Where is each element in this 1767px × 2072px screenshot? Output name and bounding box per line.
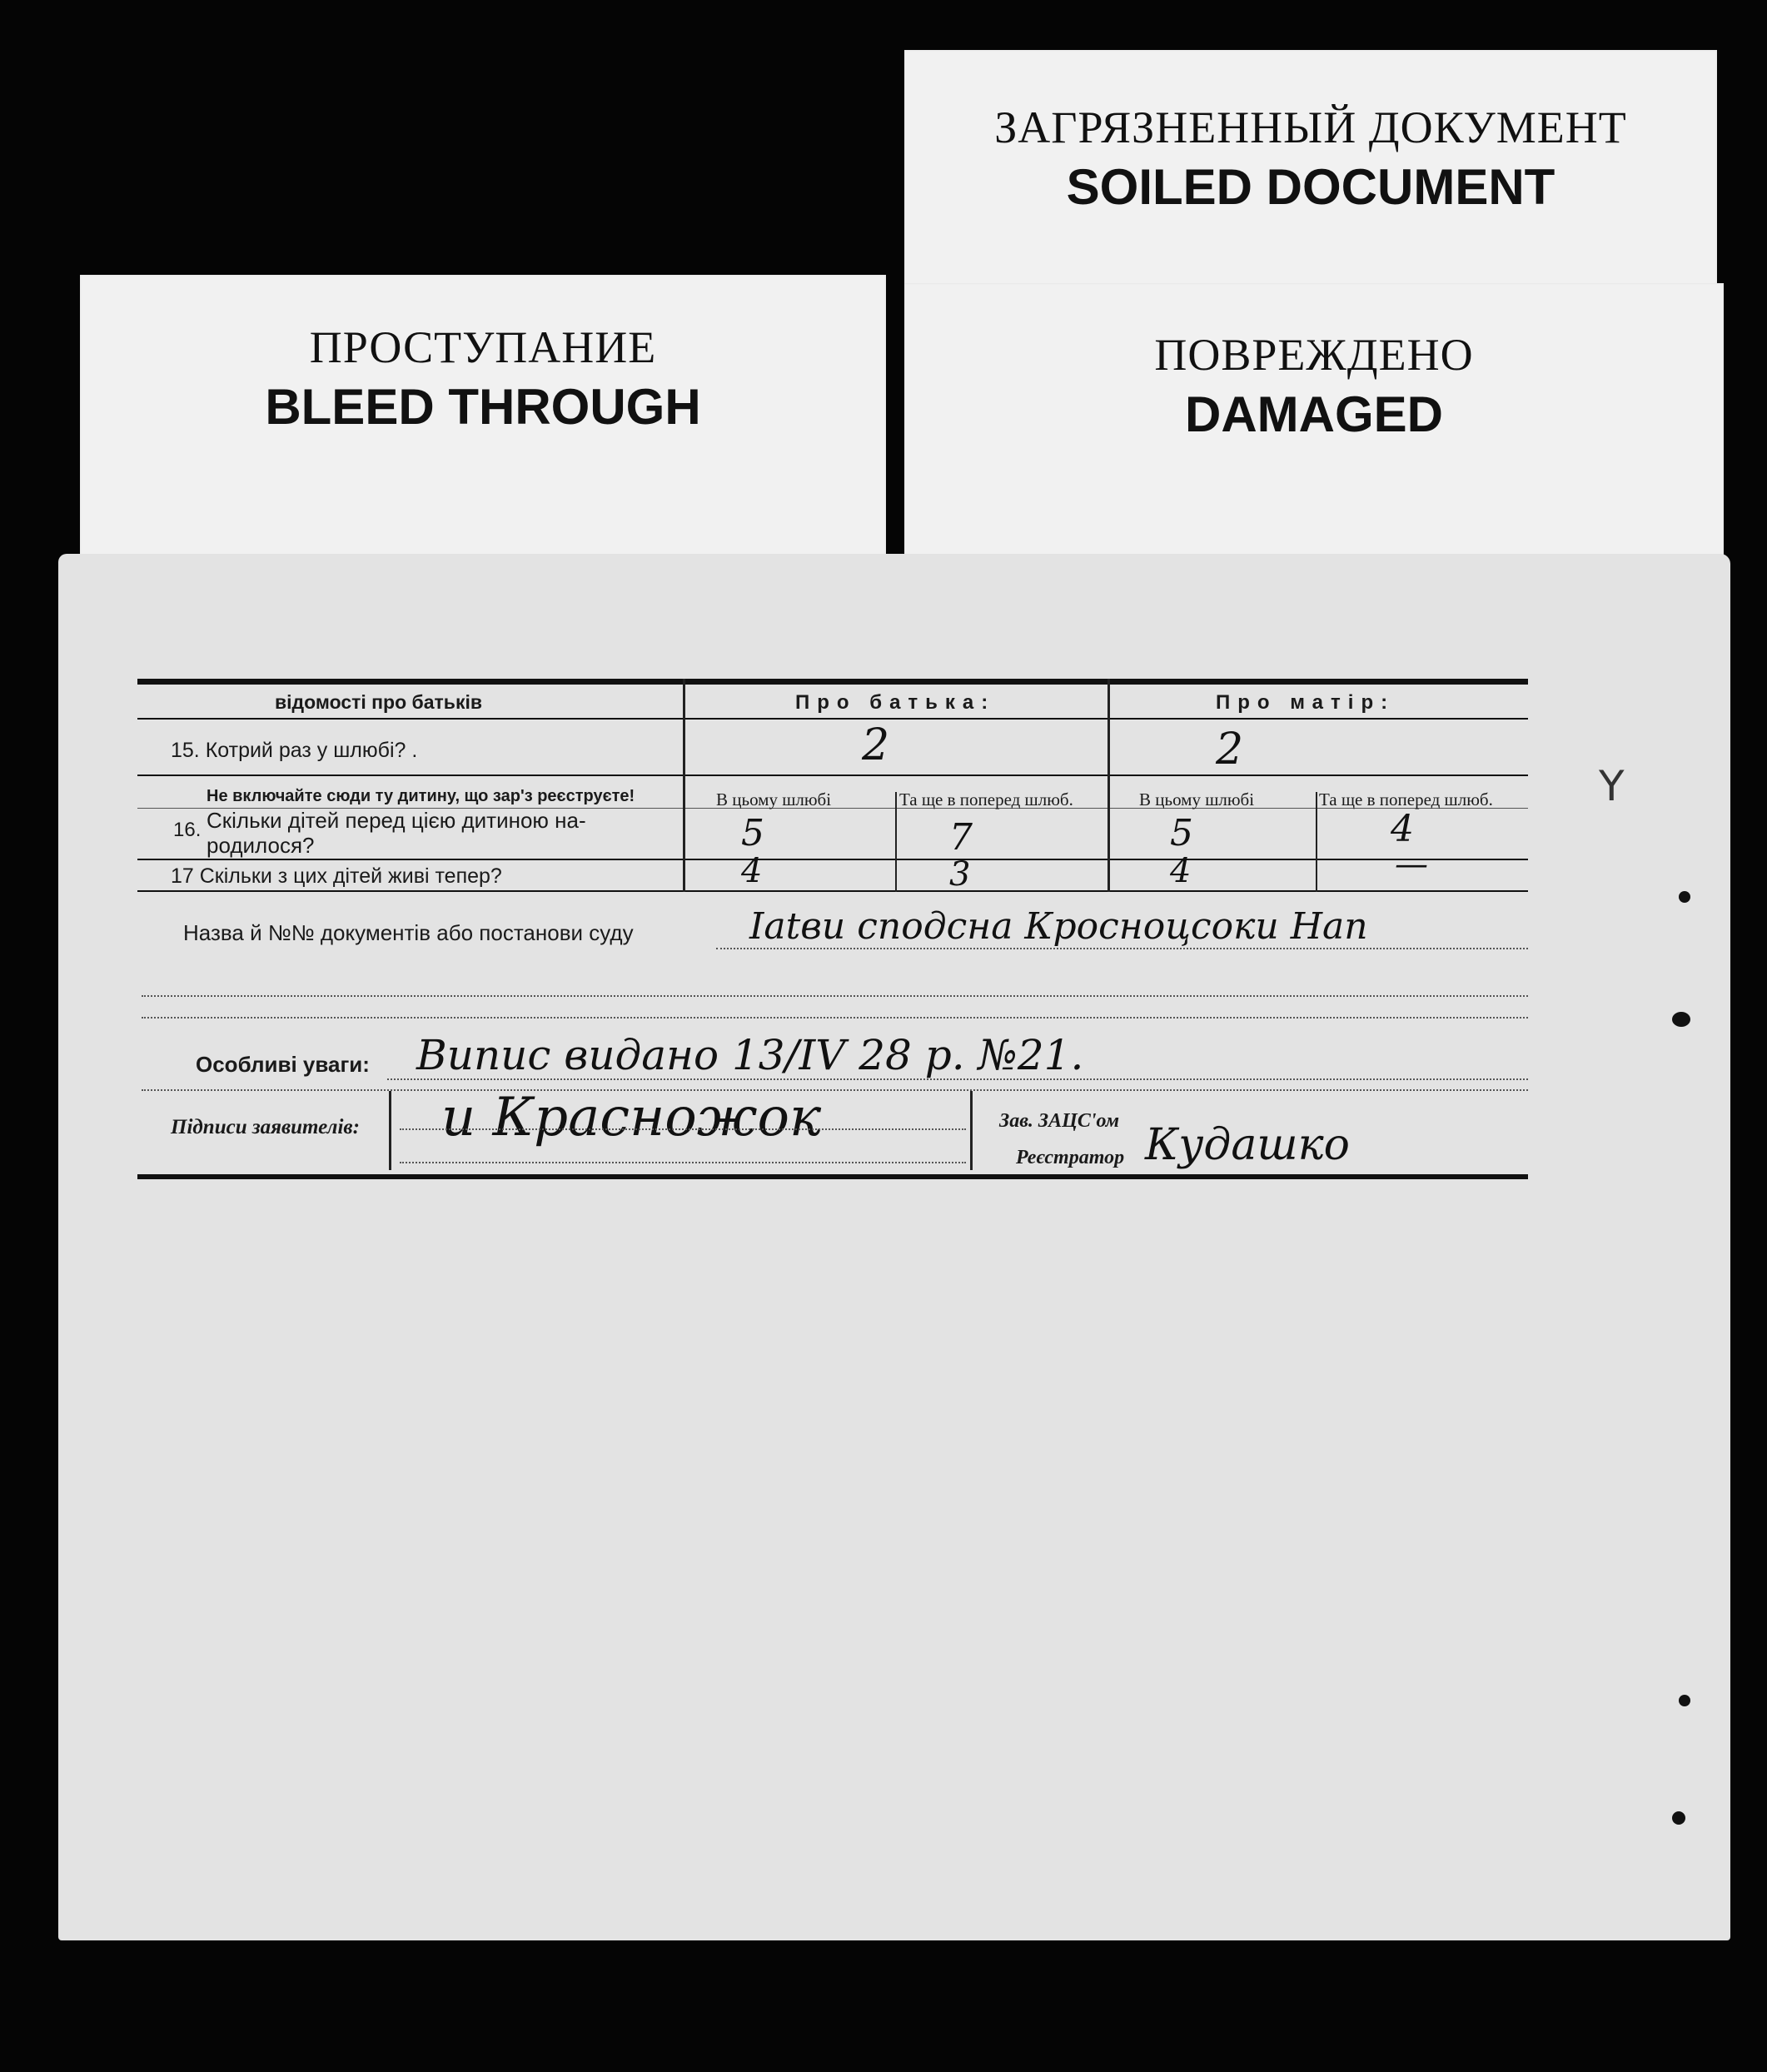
row15-mother-value: 2: [1216, 725, 1244, 775]
soiled-label-en: SOILED DOCUMENT: [1066, 159, 1555, 215]
row16-label-line1: Скільки дітей перед цією дитиною на-: [207, 808, 586, 833]
col-divider-father: [895, 792, 897, 892]
row17-father-prev: 3: [949, 855, 971, 894]
row16-father-prev: 7: [949, 816, 973, 859]
punch-hole-3: [1679, 1695, 1690, 1706]
row17-mother-this: 4: [1170, 852, 1192, 890]
documents-value: Іаtви cподсна Кросноцсоки Нап: [749, 905, 1368, 948]
documents-line-2: [142, 995, 1528, 997]
col-divider-mother: [1316, 792, 1317, 892]
mother-sub-prev: Та ще в поперед шлюб.: [1319, 789, 1493, 809]
punch-hole-4: [1672, 1811, 1685, 1825]
documents-line-1: [716, 948, 1528, 949]
signature-left-border: [389, 1091, 391, 1170]
bleed-label-ru: ПРОСТУПАНИЕ: [309, 322, 657, 372]
soiled-label-ru: ЗАГРЯЗНЕННЫЙ ДОКУМЕНТ: [994, 102, 1627, 152]
row16-label-line2: родилося?: [207, 833, 315, 858]
remarks-label: Особливі уваги:: [196, 1052, 370, 1077]
signature-right-border: [970, 1091, 973, 1170]
registrar-label: Реєстратор: [1016, 1147, 1125, 1168]
table-top-rule: [137, 679, 1528, 685]
header-rule: [137, 718, 1528, 720]
applicant-signature: и Красножок: [441, 1087, 822, 1148]
row17-mother-prev: —: [1395, 845, 1428, 884]
row17-father-this: 4: [741, 852, 763, 890]
row17-label: 17 Скільки з цих дітей живі тепер?: [171, 864, 502, 888]
documents-line-3: [142, 1017, 1528, 1019]
head-label: Зав. ЗАЦС'ом: [999, 1110, 1120, 1132]
damaged-label-en: DAMAGED: [1185, 386, 1443, 442]
remarks-line: [387, 1078, 1528, 1080]
damaged-label: [904, 283, 1724, 562]
bleed-label-en: BLEED THROUGH: [265, 379, 701, 435]
mother-header: Про матір:: [1216, 691, 1396, 714]
documents-label: Назва й №№ документів або постанови суду: [183, 920, 634, 945]
form-sheet: [58, 554, 1730, 1940]
row16-number: 16.: [173, 819, 202, 841]
row15-rule: [137, 775, 1528, 776]
father-header: Про батька:: [795, 691, 996, 714]
section-header: відомості про батьків: [275, 691, 482, 713]
damaged-label-ru: ПОВРЕЖДЕНО: [1154, 330, 1474, 380]
signature-line-2: [400, 1162, 966, 1163]
col-divider-2: [1107, 679, 1110, 892]
remarks-line-2: [142, 1089, 1528, 1091]
signature-line-1: [400, 1128, 966, 1130]
row15-label: 15. Котрий раз у шлюбі? .: [171, 739, 418, 762]
punch-hole-1: [1679, 891, 1690, 903]
punch-hole-2: [1672, 1012, 1690, 1027]
father-sub-prev: Та ще в поперед шлюб.: [899, 789, 1073, 809]
soiled-document-label: [904, 50, 1717, 287]
col-divider-1: [683, 679, 685, 892]
row16-rule: [137, 859, 1528, 860]
row15-father-value: 2: [862, 720, 890, 770]
registrar-signature: Кудашко: [1145, 1120, 1350, 1170]
row16-mother-this: 5: [1170, 812, 1193, 854]
row16-note: Не включайте сюди ту дитину, що зар'з реєструєте!: [207, 787, 635, 805]
mother-sub-this: В цьому шлюбі: [1139, 789, 1255, 809]
table-bottom-rule: [137, 1174, 1528, 1179]
row16-mother-prev: 4: [1391, 808, 1414, 850]
remarks-value: Випис видано 13/IV 28 р. №21.: [416, 1031, 1084, 1079]
row16-father-this: 5: [741, 812, 764, 854]
bleed-through-label: [80, 275, 886, 562]
damage-mark: Y: [1599, 762, 1625, 810]
row17-rule: [137, 890, 1528, 892]
signatures-label: Підписи заявителів:: [171, 1116, 360, 1138]
father-sub-this: В цьому шлюбі: [716, 789, 832, 809]
